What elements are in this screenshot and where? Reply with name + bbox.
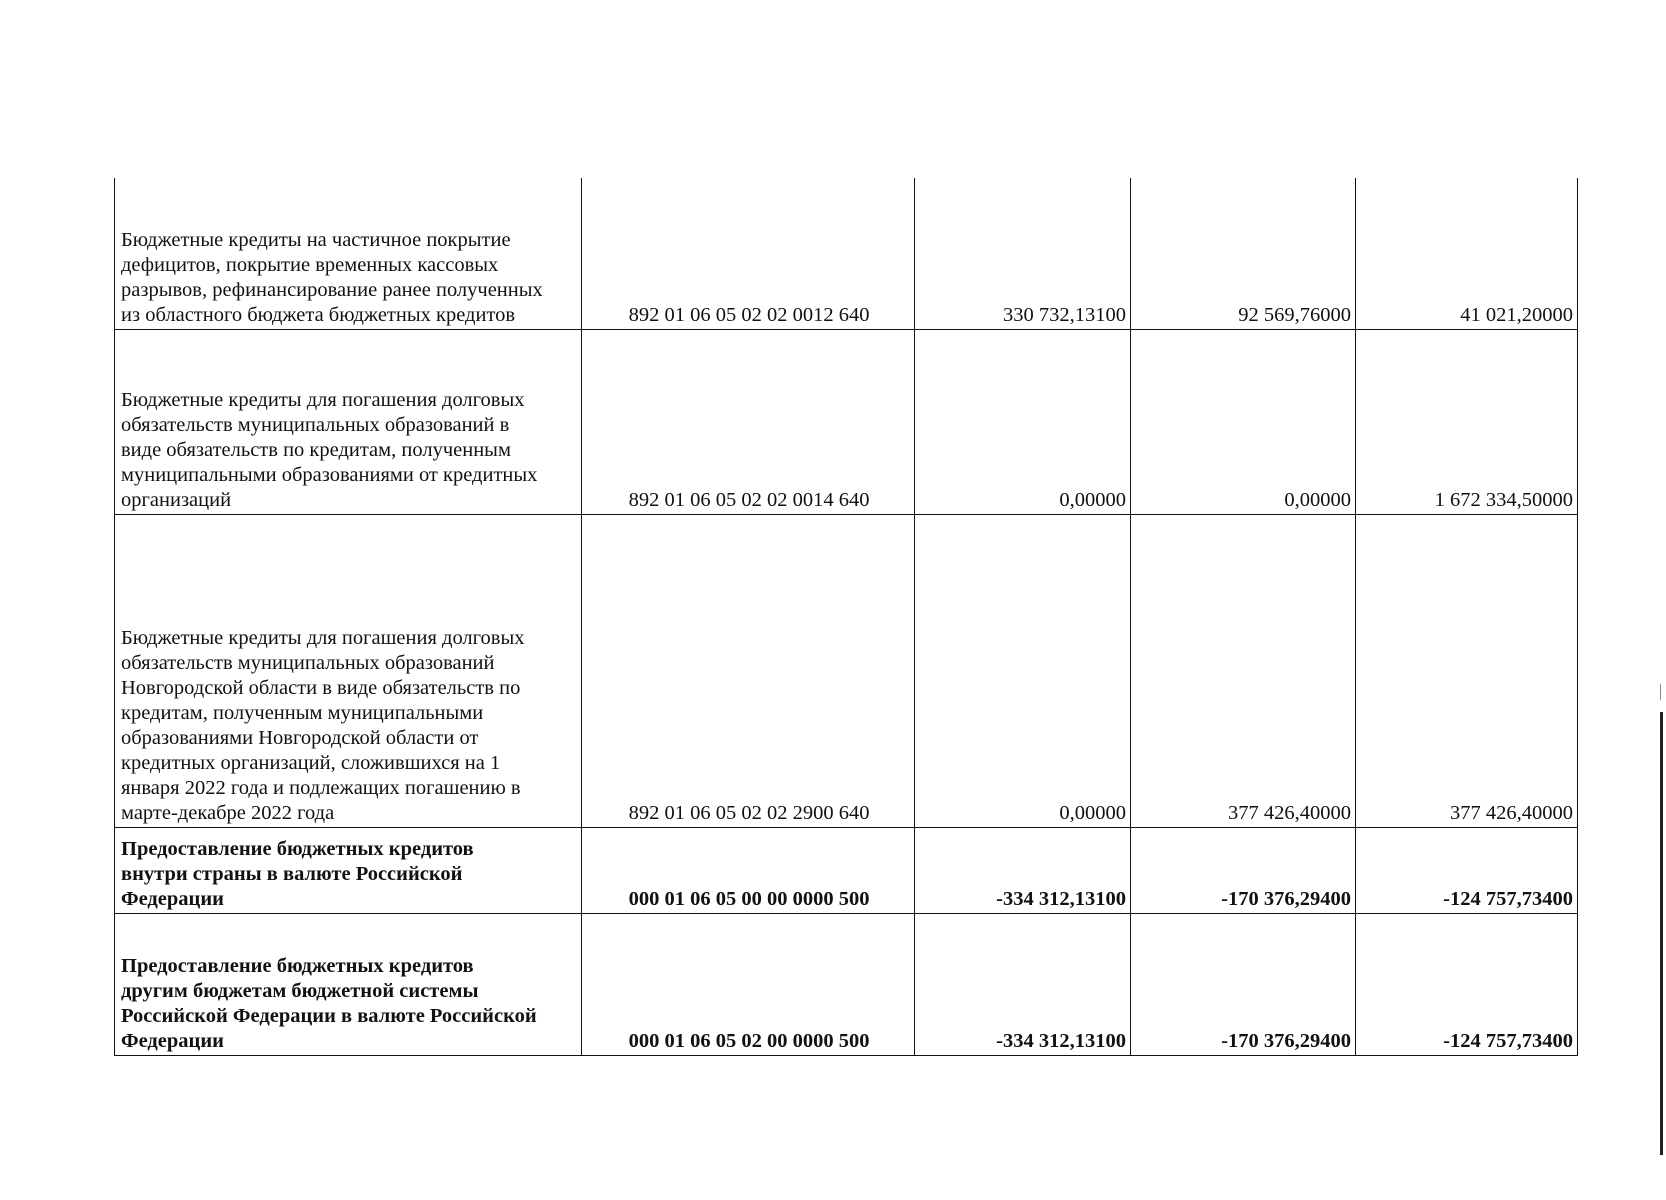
value-cell-2: -170 376,29400 <box>1131 828 1356 914</box>
table-row <box>115 330 1578 515</box>
table-row-total <box>115 914 1578 1056</box>
table-row <box>115 515 1578 828</box>
value-cell-1: 0,00000 <box>915 515 1131 828</box>
value-cell-1: 330 732,13100 <box>915 178 1131 330</box>
scan-edge-line <box>1660 712 1663 1155</box>
value-cell-3: -124 757,73400 <box>1356 914 1578 1056</box>
row-name: Бюджетные кредиты для погашения долговых обязательств муниципальных образований в виде обязательств по кредитам, полученным муниципальными образованиями от кредитных организаций <box>121 389 538 511</box>
row-name-cell <box>115 828 582 914</box>
budget-code-cell: 892 01 06 05 02 02 0014 640 <box>582 330 915 515</box>
value-cell-2: 0,00000 <box>1131 330 1356 515</box>
table-row <box>115 178 1578 330</box>
value-cell-1: -334 312,13100 <box>915 828 1131 914</box>
budget-code-cell: 000 01 06 05 00 00 0000 500 <box>582 828 915 914</box>
row-name-cell <box>115 330 582 515</box>
value-cell-3: 41 021,20000 <box>1356 178 1578 330</box>
value-cell-1: 0,00000 <box>915 330 1131 515</box>
row-name: Предоставление бюджетных кредитов другим бюджетам бюджетной системы Российской Федерации в валюте Российской Федерации <box>121 955 537 1052</box>
row-name: Бюджетные кредиты на частичное покрытие дефицитов, покрытие временных кассовых разрывов, рефинансирование ранее полученных из областного бюджета бюджетных кредитов <box>121 229 543 326</box>
row-name-cell <box>115 515 582 828</box>
value-cell-3: 1 672 334,50000 <box>1356 330 1578 515</box>
value-cell-2: 377 426,40000 <box>1131 515 1356 828</box>
row-name: Предоставление бюджетных кредитов внутри страны в валюте Российской Федерации <box>121 838 474 910</box>
row-name-cell <box>115 914 582 1056</box>
table-row-total <box>115 828 1578 914</box>
budget-code-cell: 892 01 06 05 02 02 2900 640 <box>582 515 915 828</box>
value-cell-1: -334 312,13100 <box>915 914 1131 1056</box>
value-cell-3: -124 757,73400 <box>1356 828 1578 914</box>
scan-edge-mark <box>1660 684 1661 700</box>
budget-code-cell: 000 01 06 05 02 00 0000 500 <box>582 914 915 1056</box>
row-name: Бюджетные кредиты для погашения долговых обязательств муниципальных образований Новгородской области в виде обязательств по кредитам, полученным муниципальными образованиями Новгородской области от кредитных организаций, сложившихся на 1 января 2022 года и подлежащих погашению в марте-декабре 2022 года <box>121 627 525 824</box>
budget-code-cell: 892 01 06 05 02 02 0012 640 <box>582 178 915 330</box>
value-cell-2: -170 376,29400 <box>1131 914 1356 1056</box>
value-cell-3: 377 426,40000 <box>1356 515 1578 828</box>
value-cell-2: 92 569,76000 <box>1131 178 1356 330</box>
row-name-cell <box>115 178 582 330</box>
budget-credits-table <box>114 178 1578 1056</box>
